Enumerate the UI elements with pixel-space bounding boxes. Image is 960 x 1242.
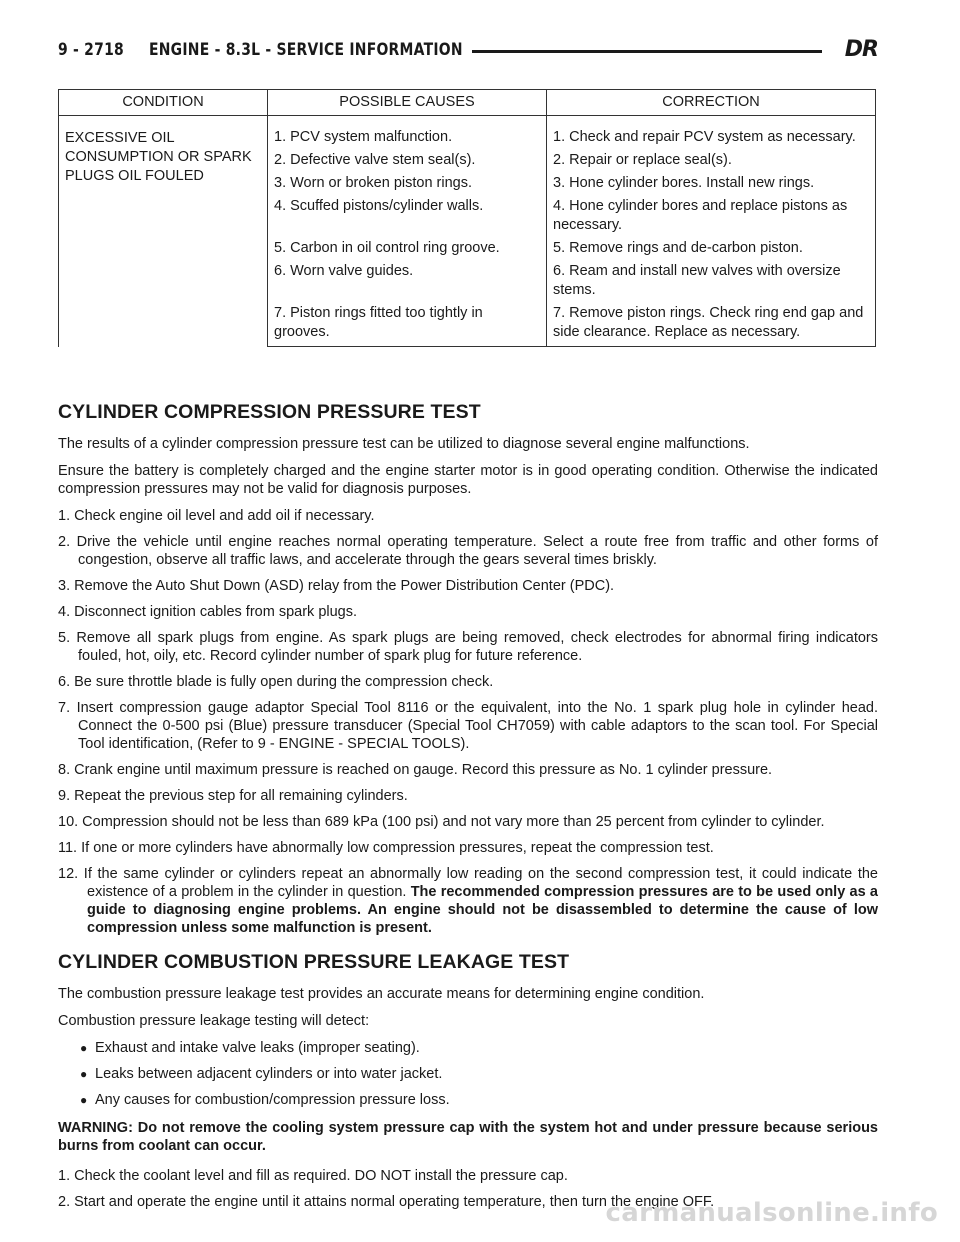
section-title-leakage: CYLINDER COMBUSTION PRESSURE LEAKAGE TEST [58,951,570,973]
step-12-emphasis: The recommended compression pressures are to be used only as a guide to diagnosing engine problems. An engine should not be disassembled to determine the cause of low compression unless some malfunction is present. [87,884,878,936]
cause-cell: 5. Carbon in oil control ring groove. [274,240,500,256]
cause-cell: 1. PCV system malfunction. [274,129,453,145]
correction-cell: 5. Remove rings and de-carbon piston. [553,240,803,256]
step-item-12 [58,865,878,937]
section-title-compression: CYLINDER COMPRESSION PRESSURE TEST [58,401,481,423]
header-title: ENGINE - 8.3L - SERVICE INFORMATION [149,40,463,60]
correction-cell: 6. Ream and install new valves with oversize stems. [553,263,841,298]
step-item: 2. Drive the vehicle until engine reaches normal operating temperature. Select a route free from traffic and other forms of congestion, observe all traffic laws, and accelerate through the gears several times briskly. [58,534,878,568]
warning-text: WARNING: Do not remove the cooling system pressure cap with the system hot and under pressure because serious burns from coolant can occur. [58,1120,878,1154]
step-item: 3. Remove the Auto Shut Down (ASD) relay from the Power Distribution Center (PDC). [58,578,615,594]
step-item: 1. Check engine oil level and add oil if necessary. [58,508,375,524]
step-item: 6. Be sure throttle blade is fully open during the compression check. [58,674,494,690]
bullet-text: Leaks between adjacent cylinders or into water jacket. [95,1066,443,1082]
bullet-item [80,1091,878,1109]
header-condition: CONDITION [59,90,268,116]
leakage-bullets [58,1039,878,1109]
correction-cell: 7. Remove piston rings. Check ring end gap and side clearance. Replace as necessary. [553,305,864,340]
page-header [58,37,878,64]
watermark: carmanualsonline.info [605,1198,938,1228]
bullet-icon: ● [80,1093,88,1107]
step-12-text: 12. If the same cylinder or cylinders repeat an abnormally low reading on the second compression test, it could indicate the existence of a problem in the cylinder in question. [58,866,878,900]
cause-cell: 6. Worn valve guides. [274,263,414,279]
dr-logo: DR [844,37,878,62]
bullet-text: Exhaust and intake valve leaks (improper seating). [95,1040,420,1056]
leakage-detect-label: Combustion pressure leakage testing will detect: [58,1013,370,1029]
cause-cell: 2. Defective valve stem seal(s). [274,152,476,168]
bullet-text: Any causes for combustion/compression pressure loss. [95,1092,450,1108]
table-header-row [59,90,876,116]
step-item: 1. Check the coolant level and fill as required. DO NOT install the pressure cap. [58,1168,568,1184]
main-content [58,403,878,1219]
step-item: 5. Remove all spark plugs from engine. As spark plugs are being removed, check electrodes for abnormal firing indicators fouled, hot, oily, etc. Record cylinder number of spark plug for future reference. [58,630,878,664]
step-item: 2. Start and operate the engine until it attains normal operating temperature, then turn the engine OFF. [58,1194,715,1210]
table-row [59,116,876,152]
step-item: 9. Repeat the previous step for all remaining cylinders. [58,788,408,804]
bullet-icon: ● [80,1041,88,1055]
header-rule [472,50,822,53]
header-possible-causes: POSSIBLE CAUSES [268,90,547,116]
cause-cell: 7. Piston rings fitted too tightly in grooves. [274,305,483,340]
compression-intro: The results of a cylinder compression pressure test can be utilized to diagnose several engine malfunctions. [58,436,750,452]
condition-cell: EXCESSIVE OIL CONSUMPTION OR SPARK PLUGS OIL FOULED [59,116,268,347]
cause-cell: 3. Worn or broken piston rings. [274,175,472,191]
step-item: 8. Crank engine until maximum pressure is reached on gauge. Record this pressure as No. 1 cylinder pressure. [58,762,773,778]
step-item: 7. Insert compression gauge adaptor Special Tool 8116 or the equivalent, into the No. 1 spark plug hole in cylinder head. Connect the 0-500 psi (Blue) pressure transducer (Special Tool CH7059) with cable adaptors to the scan tool. For Special Tool identification, (Refer to 9 - ENGINE - SPECIAL TOOLS). [58,700,878,752]
step-item: 11. If one or more cylinders have abnormally low compression pressures, repeat the compression test. [58,840,714,856]
step-item: 4. Disconnect ignition cables from spark plugs. [58,604,358,620]
correction-cell: 1. Check and repair PCV system as necessary. [553,129,856,145]
correction-cell: 2. Repair or replace seal(s). [553,152,732,168]
bullet-icon: ● [80,1067,88,1081]
compression-note: Ensure the battery is completely charged and the engine starter motor is in good operating condition. Otherwise the indicated compression pressures may not be valid for diagnosis purposes. [58,463,878,497]
leakage-intro: The combustion pressure leakage test provides an accurate means for determining engine condition. [58,986,705,1002]
page-number: 9 - 2718 [58,40,124,60]
bullet-item [80,1039,878,1057]
header-correction: CORRECTION [547,90,876,116]
correction-cell: 3. Hone cylinder bores. Install new rings. [553,175,815,191]
bullet-item [80,1065,878,1083]
compression-steps [58,507,878,937]
cause-cell: 4. Scuffed pistons/cylinder walls. [274,198,484,214]
correction-cell: 4. Hone cylinder bores and replace pistons as necessary. [553,198,848,233]
diagnosis-table [58,89,876,347]
step-item: 10. Compression should not be less than 689 kPa (100 psi) and not vary more than 25 percent from cylinder to cylinder. [58,814,825,830]
